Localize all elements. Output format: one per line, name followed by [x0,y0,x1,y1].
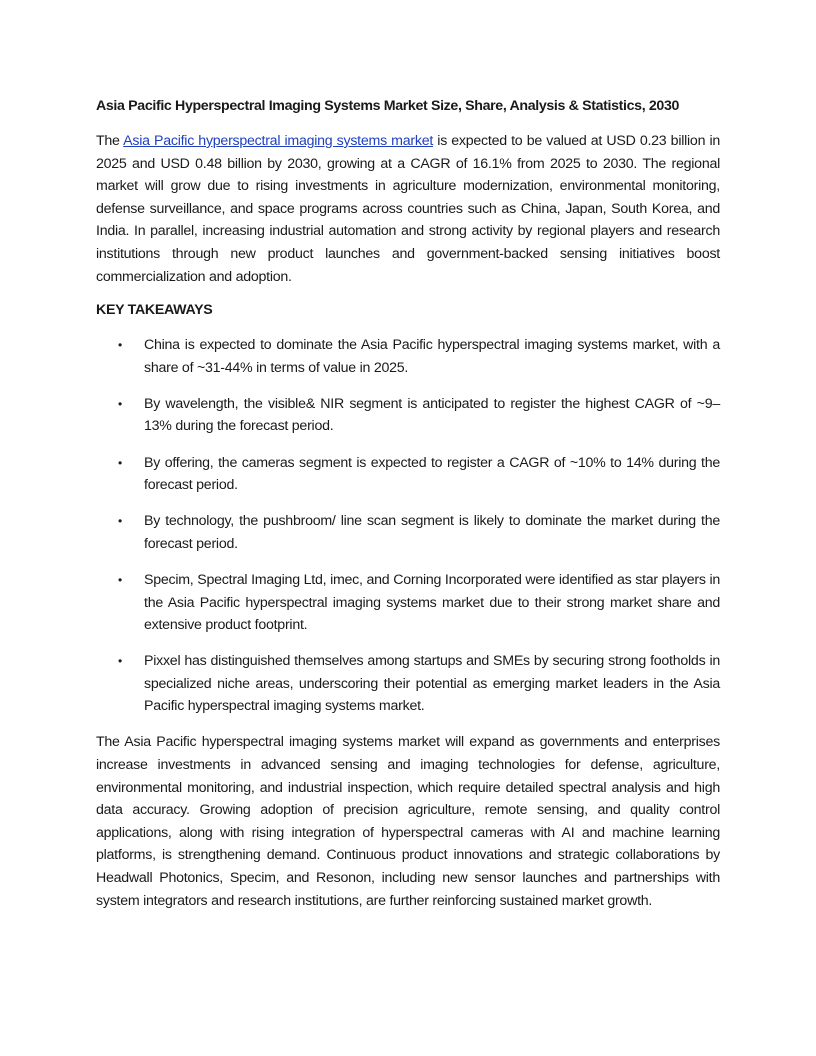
key-takeaways-list [96,334,720,718]
closing-paragraph: The Asia Pacific hyperspectral imaging systems market will expand as governments and enterprises increase investments in advanced sensing and imaging technologies for defense, agriculture, environmental monitoring, and industrial inspection, which require detailed spectral analysis and high data accuracy. Growing adoption of precision agriculture, remote sensing, and quality control applications, along with rising integration of hyperspectral cameras with AI and machine learning platforms, is strengthening demand. Continuous product innovations and strategic collaborations by Headwall Photonics, Specim, and Resonon, including new sensor launches and partnerships with system integrators and research institutions, are further reinforcing sustained market growth. [96,734,720,909]
bullet-icon: • [118,572,122,587]
bullet-icon: • [118,455,122,470]
takeaway-item [96,393,720,438]
market-link[interactable]: Asia Pacific hyperspectral imaging systems market [123,133,434,149]
document-title: Asia Pacific Hyperspectral Imaging Systems Market Size, Share, Analysis & Statistics, 2030 [96,98,680,114]
takeaway-item [96,510,720,555]
document-page [96,96,720,924]
bullet-icon: • [118,396,122,411]
takeaway-item [96,569,720,637]
takeaway-item [96,334,720,379]
takeaway-item [96,452,720,497]
bullet-icon: • [118,654,122,669]
bullet-icon: • [118,514,122,529]
intro-paragraph [96,130,720,288]
takeaway-text: Pixxel has distinguished themselves among startups and SMEs by securing strong footholds in specialized niche areas, underscoring their potential as emerging market leaders in the Asia Pacific hyperspectral imaging systems market. [144,653,720,715]
intro-text: is expected to be valued at USD 0.23 billion in 2025 and USD 0.48 billion by 2030, growing at a CAGR of 16.1% from 2025 to 2030. The regional market will grow due to rising investments in agriculture modernization, environmental monitoring, defense surveillance, and space programs across countries such as China, Japan, South Korea, and India. In parallel, increasing industrial automation and strong activity by regional players and research institutions through new product launches and government-backed sensing initiatives boost commercialization and adoption. [96,133,720,285]
takeaway-text: By offering, the cameras segment is expected to register a CAGR of ~10% to 14% during the forecast period. [144,454,720,494]
takeaway-text: Specim, Spectral Imaging Ltd, imec, and Corning Incorporated were identified as star players in the Asia Pacific hyperspectral imaging systems market due to their strong market share and extensive product footprint. [144,571,720,634]
bullet-icon: • [118,338,122,353]
takeaway-text: By technology, the pushbroom/ line scan segment is likely to dominate the market during the forecast period. [144,513,720,552]
intro-prefix: The [96,133,124,149]
takeaway-item [96,650,720,718]
takeaway-text: China is expected to dominate the Asia Pacific hyperspectral imaging systems market, with a share of ~31-44% in terms of value in 2025. [144,337,720,376]
key-takeaways-heading: KEY TAKEAWAYS [96,302,213,319]
takeaway-text: By wavelength, the visible& NIR segment is anticipated to register the highest CAGR of ~9–13% during the forecast period. [144,395,720,435]
